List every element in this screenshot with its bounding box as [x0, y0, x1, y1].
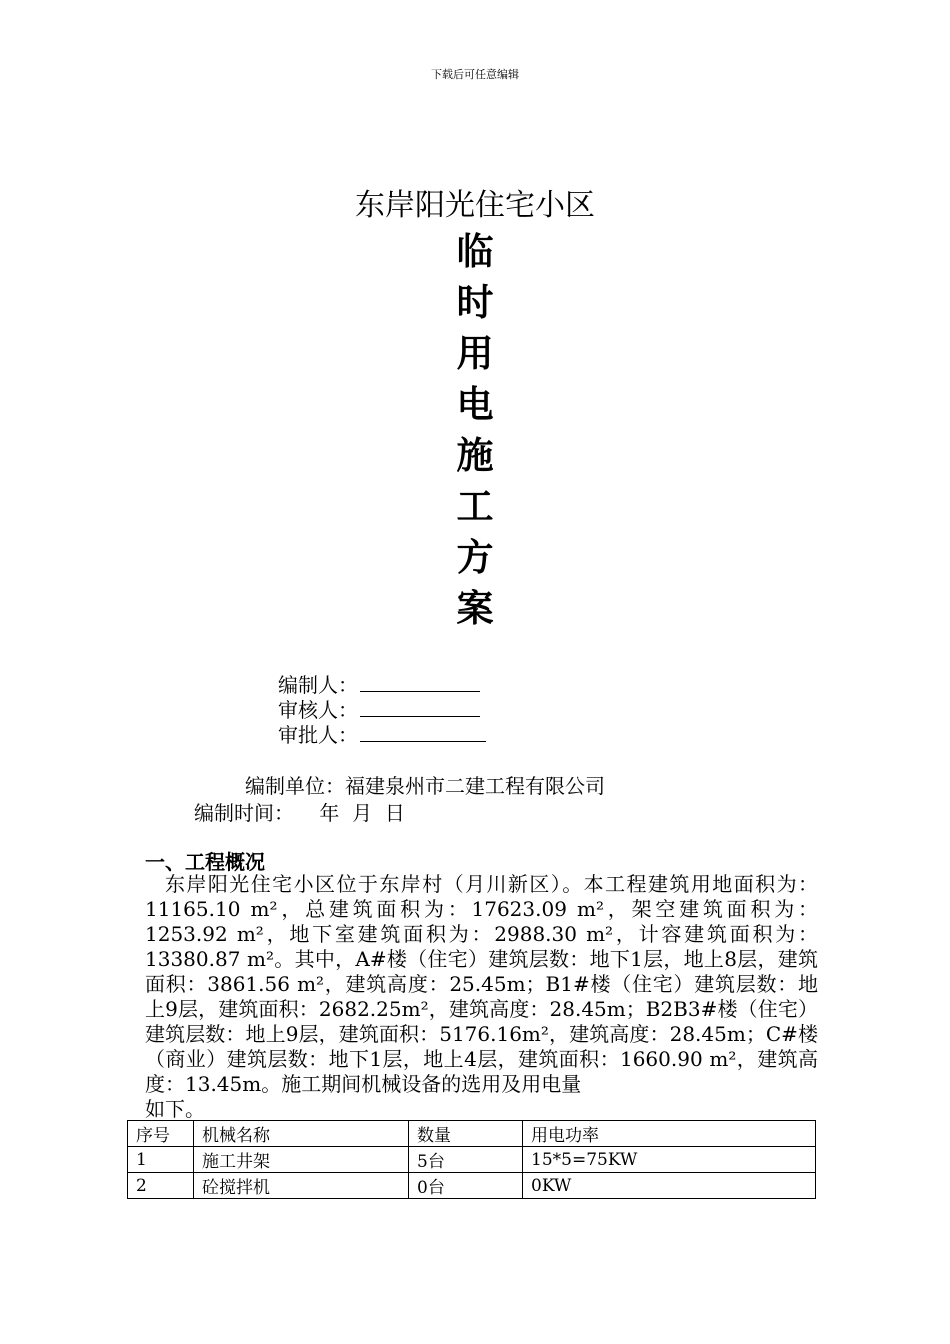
- equipment-table: [127, 1120, 816, 1199]
- table-row: [128, 1147, 816, 1173]
- title-char: 临: [456, 230, 494, 273]
- signature-compiler: [278, 673, 480, 698]
- title-char: 用: [456, 332, 494, 375]
- table-cell: 5台: [409, 1147, 523, 1173]
- table-cell: 施工井架: [194, 1147, 409, 1173]
- signature-approver: [278, 723, 486, 748]
- table-cell: 2: [128, 1173, 194, 1199]
- table-row: [128, 1173, 816, 1199]
- signature-label: 审核人：: [278, 698, 358, 722]
- compiling-time-text: 编制时间： 年 月 日: [194, 801, 405, 825]
- table-cell: 砼搅拌机: [194, 1173, 409, 1199]
- signature-reviewer: [278, 698, 480, 723]
- project-overview-paragraph: 东岸阳光住宅小区位于东岸村（月川新区）。本工程建筑用地面积为：11165.10 m²，总建筑面积为：17623.09 m²，架空建筑面积为：1253.92 m²，地下室建筑面积为：2988.30 m²，计容建筑面积为：13380.87 m²。其中，A#楼（住宅）建筑层数：地下1层，地上8层，建筑面积：3861.56 m²，建筑高度：25.45m；B1#楼（住宅）建筑层数：地上9层，建筑面积：2682.25m²，建筑高度：28.45m；B2B3#楼（住宅）建筑层数：地上9层，建筑面积：5176.16m²，建筑高度：28.45m；C#楼（商业）建筑层数：地下1层，地上4层，建筑面积：1660.90 m²，建筑高度：13.45m。施工期间机械设备的选用及用电量: [145, 872, 818, 1096]
- table-cell: 0KW: [523, 1173, 816, 1199]
- title-char: 电: [456, 383, 494, 426]
- table-header-cell: 机械名称: [194, 1121, 409, 1147]
- signature-blank: [360, 673, 480, 692]
- table-header-cell: 用电功率: [523, 1121, 816, 1147]
- signature-blank: [360, 698, 480, 717]
- project-overview-paragraph-end: 如下。: [145, 1097, 205, 1121]
- section-heading: 一、工程概况: [145, 850, 265, 874]
- title-char: 时: [456, 281, 494, 324]
- signature-label: 审批人：: [278, 723, 358, 747]
- compiling-time: [194, 797, 405, 826]
- document-title-vertical: [0, 226, 950, 634]
- table-header-row: [128, 1121, 816, 1147]
- page-header-note: 下载后可任意编辑: [431, 68, 519, 81]
- table-cell: 15*5=75KW: [523, 1147, 816, 1173]
- signature-label: 编制人：: [278, 673, 358, 697]
- title-char: 案: [456, 587, 494, 630]
- table-cell: 0台: [409, 1173, 523, 1199]
- title-char: 施: [456, 434, 494, 477]
- project-name: 东岸阳光住宅小区: [355, 188, 595, 223]
- compiling-unit: 编制单位：福建泉州市二建工程有限公司: [245, 774, 605, 798]
- title-char: 工: [456, 485, 494, 528]
- table-header-cell: 序号: [128, 1121, 194, 1147]
- title-char: 方: [456, 536, 494, 579]
- table-header-cell: 数量: [409, 1121, 523, 1147]
- signature-blank: [360, 723, 486, 742]
- table-cell: 1: [128, 1147, 194, 1173]
